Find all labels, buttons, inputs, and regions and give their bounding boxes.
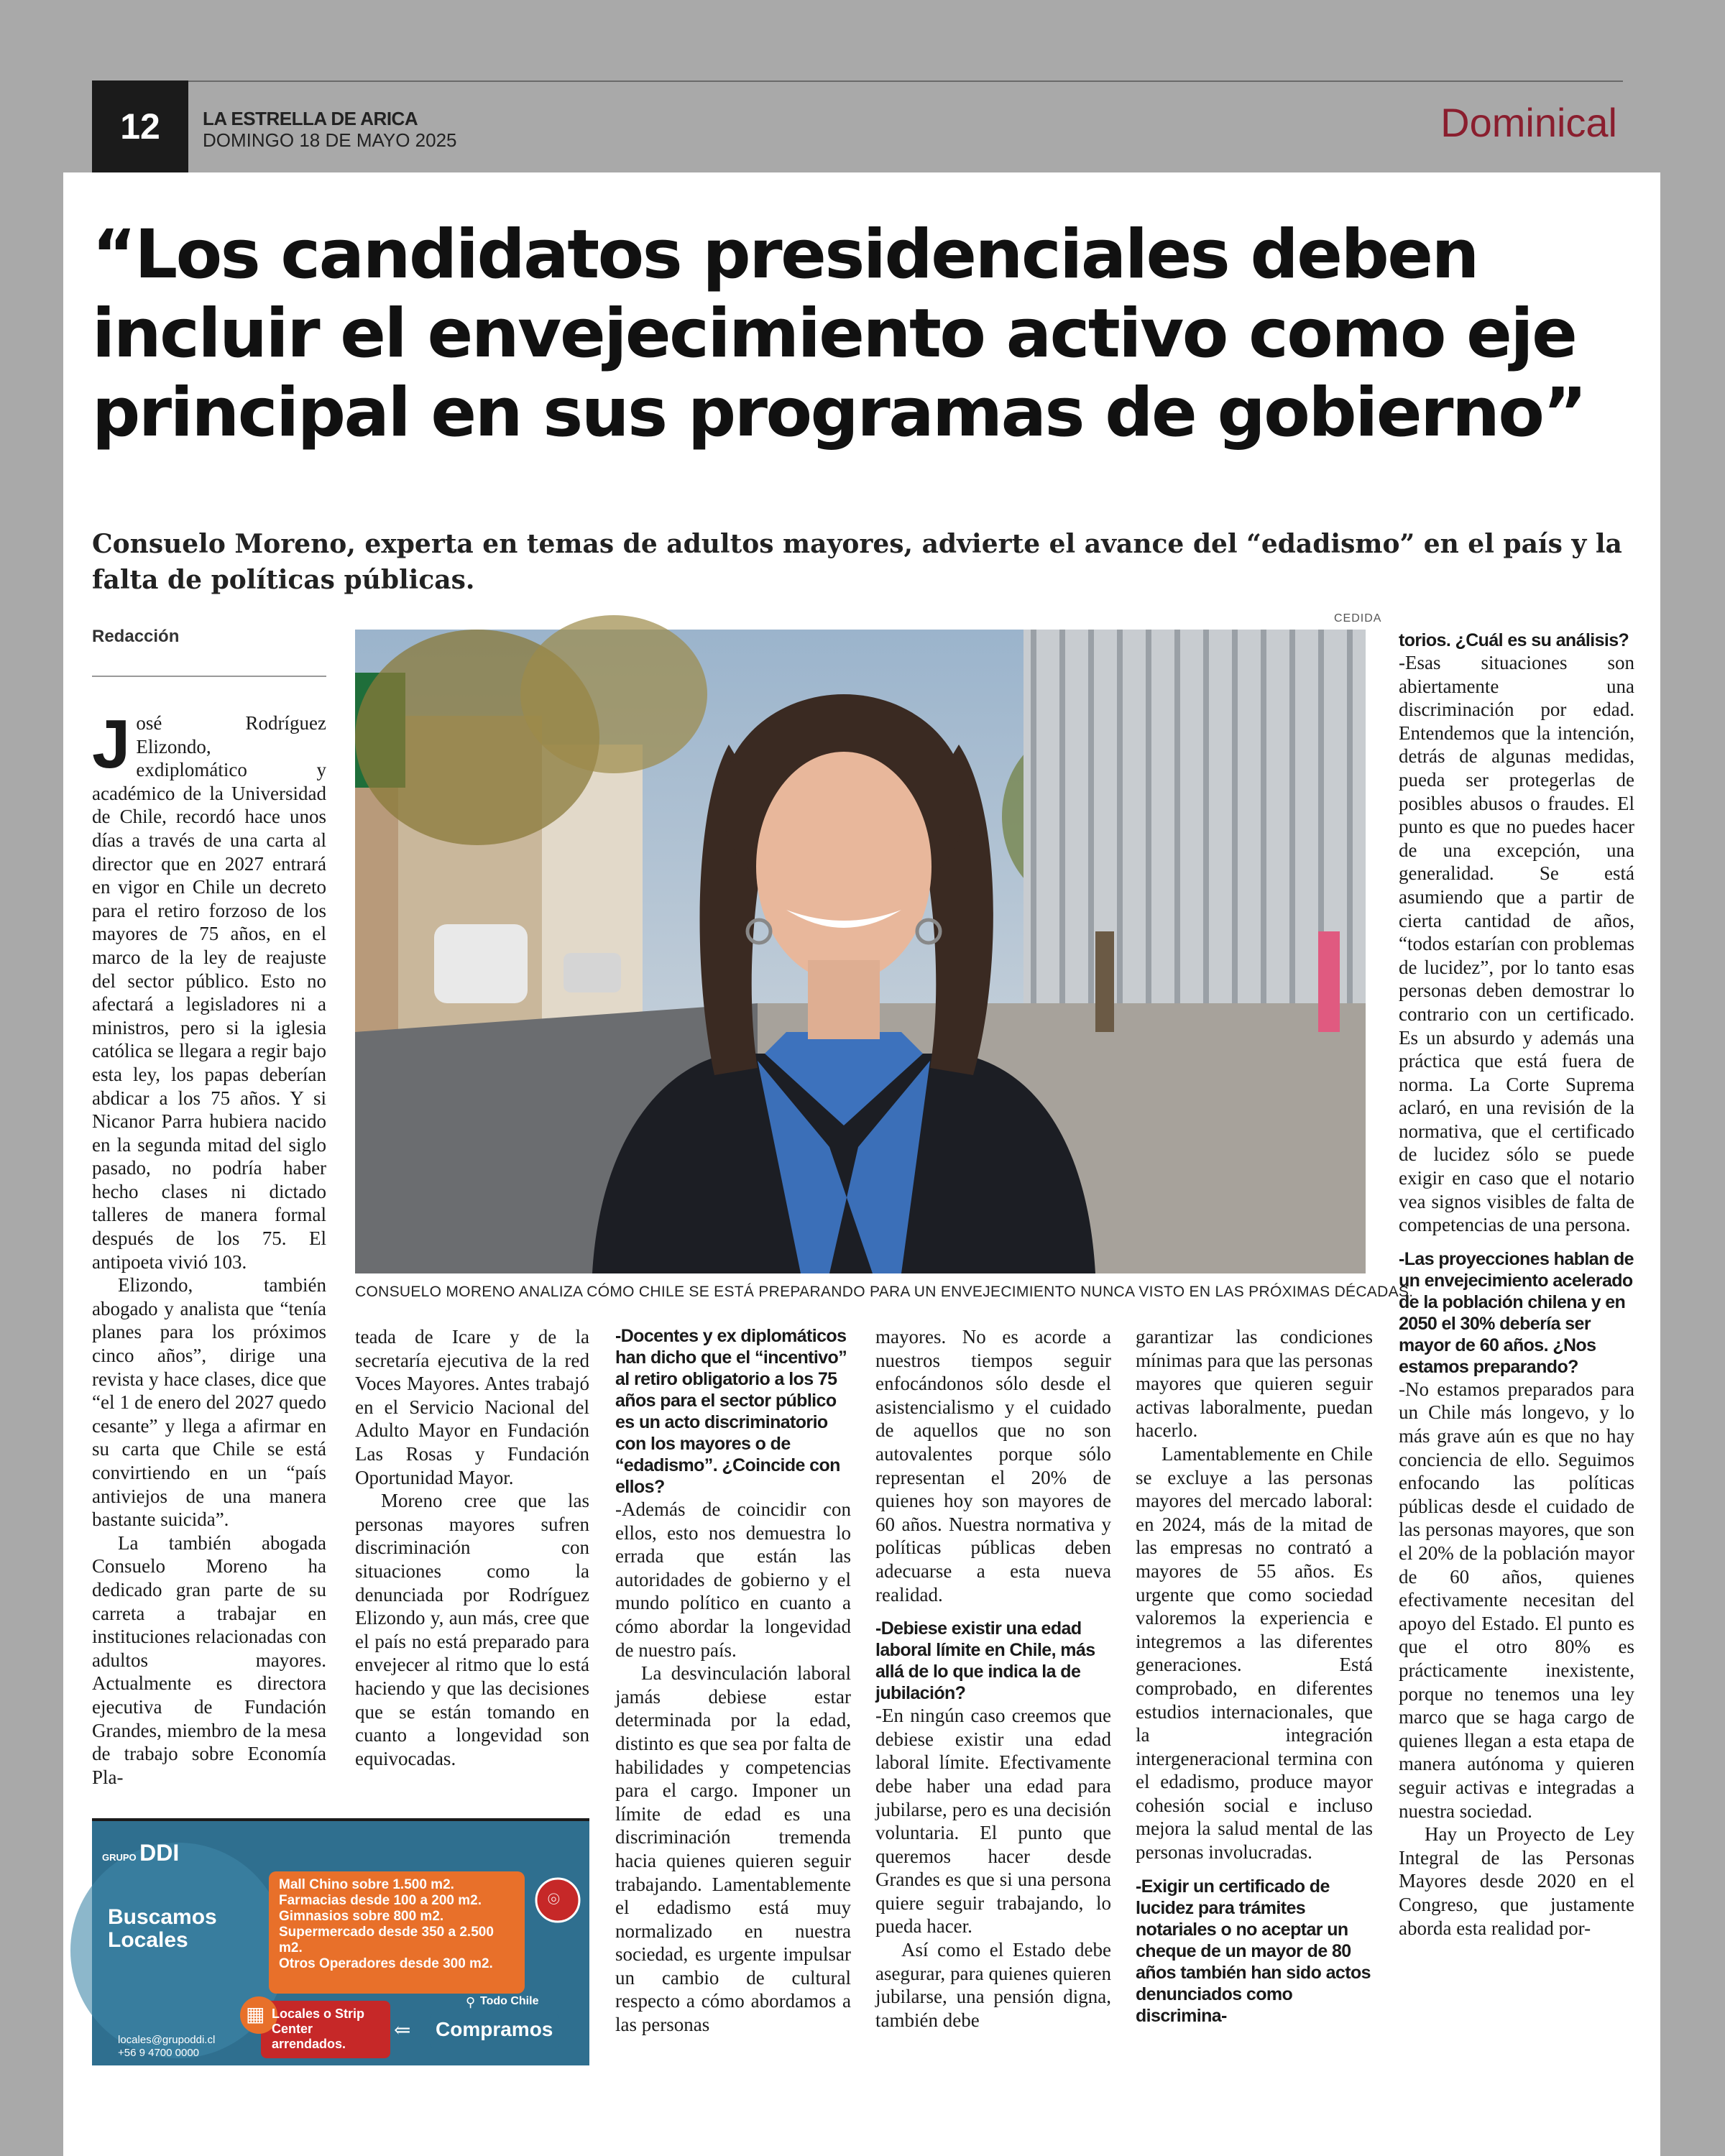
article-column-2 <box>355 1325 589 1785</box>
ad-headline: Buscamos Locales <box>108 1905 217 1952</box>
ad-region: Todo Chile <box>480 1995 539 2007</box>
ad-email: locales@grupoddi.cl <box>118 2034 216 2046</box>
ad-list-item: Mall Chino sobre 1.500 m2. <box>279 1877 454 1892</box>
portrait-photo <box>355 630 1366 1273</box>
paragraph: Lamentablemente en Chile se excluye a las personas mayores del mercado laboral: en 2024, más de la mitad de las empresas no contrató a mayores de 55 años. Es urgente que como sociedad valoremos la experiencia e integremos a las diferentes generaciones. Está comprobado, en diferentes estudios internacionales, que la integración intergeneracional termina con el edadismo, produce mayor cohesión social e incluso mejora la salud mental de las personas involucradas. <box>1136 1442 1373 1864</box>
ad-offer: Locales o Strip Center arrendados. <box>272 2007 365 2051</box>
ad-list-item: Otros Operadores desde 300 m2. <box>279 1956 493 1971</box>
paragraph: -En ningún caso creemos que debiese existir una edad laboral límite. Efectivamente debe haber una edad para jubilarse, pero es una decisión voluntaria. El punto que queremos hacer desde Grandes es que si una persona quiere seguir trabajando, lo pueda hacer. <box>875 1705 1111 1938</box>
newspaper-name: LA ESTRELLA DE ARICA <box>203 108 418 129</box>
paragraph: -No estamos preparados para un Chile más longevo, y lo más grave aún es que no hay conciencia de ello. Seguimos enfocando las políticas públicas desde el cuidado de las personas mayores, que son el 20% de la población mayor de 60 años, quienes efectivamente necesitan del apoyo del Estado. El punto es que el otro 80% es prácticamente inexistente, porque no tenemos una ley marco que se haga cargo de quienes llegan a esta etapa de manera autónoma y quieren seguir activas e integradas a nuestra sociedad. <box>1399 1378 1634 1822</box>
drop-cap: J <box>92 706 131 783</box>
paragraph: Moreno cree que las personas mayores sufren discriminación con situaciones como la denunciada por Rodríguez Elizondo y, aun más, cree que el país no está preparado para envejecer al ritmo que lo está haciendo y que las decisiones que se están tomando en cuanto a longevidad son equivocadas. <box>355 1490 589 1769</box>
article-column-3 <box>615 1325 851 2073</box>
issue-date: DOMINGO 18 DE MAYO 2025 <box>203 129 457 151</box>
interview-question: -Docentes y ex diplomáticos han dicho que el “incentivo” al retiro obligatorio a los 75 años para el sector público es un acto discriminatorio con los mayores o de “edadismo”. ¿Coincide con ellos? <box>615 1326 847 1497</box>
arrow-icon: ⇐ <box>394 2019 411 2042</box>
ad-brand-name: DDI <box>139 1840 180 1866</box>
paragraph: -Esas situaciones son abiertamente una discriminación por edad. Entendemos que la intención, detrás de algunas medidas, pueda ser protegerlas de posibles abusos o fraudes. El punto es que no puedes hacer de una excepción, una generalidad. Se está asumiendo que a partir de cierta cantidad de años, “todos estarían con problemas de lucidez”, por lo tanto esas personas deben demostrar lo contrario con un certificado. Es un absurdo y además una práctica que está fuera de norma. La Corte Suprema aclaró, en una revisión de la normativa, que el certificado de lucidez sólo se puede exigir en caso que el notario vea signos visibles de falta de competencias de una persona. <box>1399 652 1634 1236</box>
article-column-6b <box>1399 1325 1634 2073</box>
paragraph: La también abogada Consuelo Moreno ha dedicado gran parte de su carreta a trabajar en instituciones relacionadas con adultos mayores. Actualmente es directora ejecutiva de Fundación Grandes, miembro de la mesa de trabajo sobre Economía Pla- <box>92 1531 326 1788</box>
ad-list <box>279 1877 516 1972</box>
location-pin-icon: ⌾ <box>548 1889 560 1911</box>
byline: Redacción <box>92 627 180 646</box>
ad-list-item: Farmacias desde 100 a 200 m2. <box>279 1893 482 1908</box>
article-column-4 <box>875 1325 1111 2073</box>
map-pin-icon: ⚲ <box>466 1995 476 2009</box>
ad-phone: +56 9 4700 0000 <box>118 2047 200 2059</box>
article-photo <box>355 630 1366 1273</box>
photo-caption: CONSUELO MORENO ANALIZA CÓMO CHILE SE ESTÁ PREPARANDO PARA UN ENVEJECIMIENTO NUNCA VISTO EN LAS PRÓXIMAS DÉCADAS. <box>355 1284 1414 1300</box>
paragraph: Elizondo, también abogado y analista que “tenía planes para los próximos cinco años”, dirige una revista y hace clases, dice que “el 1 de enero del 2027 quedo cesante” y llega a afirmar en su carta que Chile se está convirtiendo en un “país antiviejos de una manera bastante suicida”. <box>92 1274 326 1531</box>
paragraph-text: osé Rodríguez Elizondo, exdiplomático y académico de la Universidad de Chile, recordó hace unos días a través de una carta al director que en 2027 entrará en vigor en Chile un decreto para el retiro forzoso de los mayores de 75 años, en el marco de la ley de reajuste del sector público. Esto no afectará a legisladores ni a ministros, pero si la iglesia católica se llegara a regir bajo esta ley, los papas deberían abdicar a los 75 años. Y si Nicanor Parra hubiera nacido en la segunda mitad del siglo pasado, no podría haber hecho clases ni dictado talleres de manera formal después de los 75. El antipoeta vivió 103. <box>92 712 326 1273</box>
photo-credit: CEDIDA <box>1334 612 1382 625</box>
store-icon: ▦ <box>246 2004 265 2026</box>
lead-paragraph <box>92 706 326 1273</box>
interview-question: -Exigir un certificado de lucidez para trámites notariales o no aceptar un cheque de un mayor de 80 años también han sido actos denunciados como discrimina- <box>1136 1876 1371 2026</box>
masthead-info <box>203 108 457 151</box>
byline-rule <box>92 676 326 677</box>
paragraph: mayores. No es acorde a nuestros tiempos seguir enfocándonos sólo desde el asistencialismo y el cuidado de aquellos que no son autovalentes porque sólo representan el 20% de quienes hoy son mayores de 60 años. Nuestra normativa y políticas públicas deben adecuarse a esta nueva realidad. <box>875 1326 1111 1606</box>
paragraph: -Además de coincidir con ellos, esto nos demuestra lo errada que están las autoridades de gobierno y el mundo político en cuanto a cómo abordar la longevidad de nuestro país. <box>615 1498 851 1661</box>
ad-brand-prefix: GRUPO <box>102 1852 137 1863</box>
subhead: Consuelo Moreno, experta en temas de adultos mayores, advierte el avance del “edadismo” en el país y la falta de políticas públicas. <box>92 529 1622 595</box>
paragraph: La desvinculación laboral jamás debiese estar determinada por la edad, distinto es que sea por falta de habilidades y competencias para el cargo. Imponer un límite de edad es una discriminación tremenda hacia quienes quieren seguir trabajando. Lamentablemente el edadismo está muy normalizado en nuestra sociedad, es urgente impulsar un cambio de cultural respecto a cómo abordamos a las personas <box>615 1662 851 2036</box>
article-column-1 <box>92 706 326 1854</box>
paragraph: garantizar las condiciones mínimas para que las personas mayores que quieren seguir activas laboralmente, puedan hacerlo. <box>1136 1326 1373 1442</box>
advertisement <box>92 1821 589 2065</box>
paragraph: Hay un Proyecto de Ley Integral de las Personas Mayores desde 2020 en el Congreso, que justamente aborda esta realidad por- <box>1399 1823 1634 1939</box>
page-number: 12 <box>92 80 188 172</box>
paragraph: teada de Icare y de la secretaría ejecutiva de la red Voces Mayores. Antes trabajó en el Servicio Nacional del Adulto Mayor en Fundación Las Rosas y Fundación Oportunidad Mayor. <box>355 1326 589 1488</box>
ad-contact <box>118 2034 215 2060</box>
section-name: Dominical <box>1440 100 1617 145</box>
interview-question: -Debiese existir una edad laboral límite en Chile, más allá de lo que indica la de jubilación? <box>875 1618 1095 1704</box>
ad-list-item: Gimnasios sobre 800 m2. <box>279 1909 444 1924</box>
interview-question: -Las proyecciones hablan de un envejecimiento acelerado de la población chilena y en 2050 el 30% debería ser mayor de 60 años. ¿Nos estamos preparando? <box>1399 1248 1634 1377</box>
ad-brand <box>102 1840 179 1866</box>
article-column-6a <box>1399 630 1634 1939</box>
paragraph: Así como el Estado debe asegurar, para quienes quieren jubilarse, una pensión digna, también debe <box>875 1939 1111 2031</box>
ad-list-item: Supermercado desde 350 a 2.500 m2. <box>279 1925 494 1955</box>
masthead-rule <box>92 80 1623 82</box>
article-column-5 <box>1136 1325 1373 2073</box>
ad-cta: Compramos <box>436 2018 553 2040</box>
headline: “Los candidatos presidenciales deben incluir el envejecimiento activo como eje principal en sus programas de gobierno” <box>92 216 1586 452</box>
interview-question: torios. ¿Cuál es su análisis? <box>1399 630 1629 650</box>
